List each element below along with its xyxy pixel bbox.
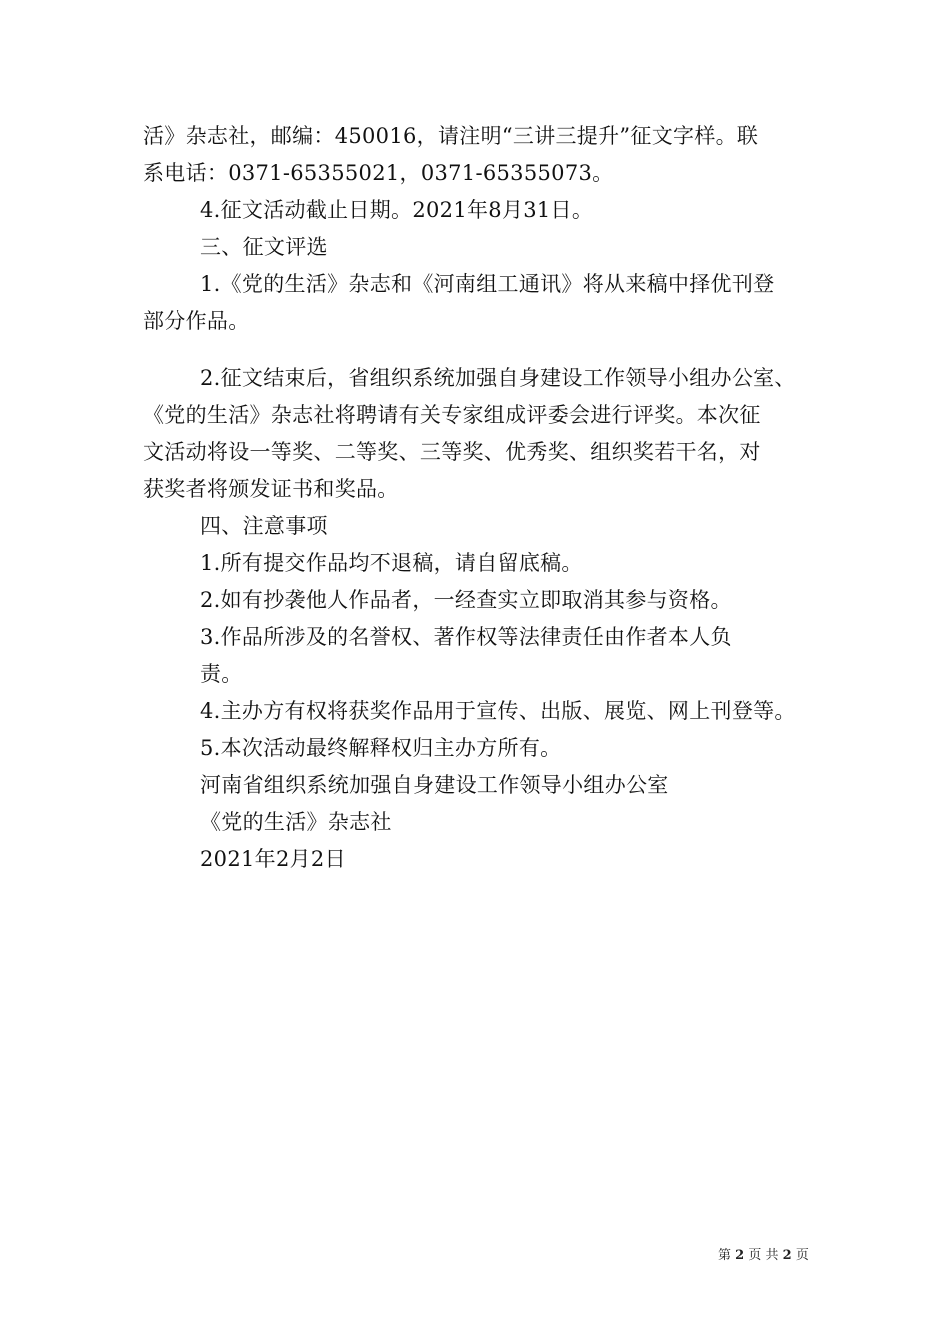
footer-middle: 页 共 bbox=[748, 1248, 779, 1263]
text-line: 1.所有提交作品均不退稿，请自留底稿。 bbox=[200, 551, 583, 575]
footer-suffix: 页 bbox=[795, 1248, 809, 1263]
text-line: 2.如有抄袭他人作品者，一经查实立即取消其参与资格。 bbox=[200, 588, 732, 612]
text-line: 活》杂志社，邮编：450016，请注明“三讲三提升”征文字样。联 bbox=[143, 124, 759, 148]
text-line: 4.主办方有权将获奖作品用于宣传、出版、展览、网上刊登等。 bbox=[200, 699, 796, 723]
text-line: 1.《党的生活》杂志和《河南组工通讯》将从来稿中择优刊登 bbox=[200, 272, 775, 296]
text-line: 责。 bbox=[200, 662, 243, 686]
page-number-footer bbox=[718, 1248, 809, 1264]
signature-publisher: 《党的生活》杂志社 bbox=[200, 810, 392, 834]
text-line: 获奖者将颁发证书和奖品。 bbox=[143, 477, 399, 501]
text-line: 3.作品所涉及的名誉权、著作权等法律责任由作者本人负 bbox=[200, 625, 732, 649]
text-line: 部分作品。 bbox=[143, 309, 250, 333]
current-page-number: 2 bbox=[735, 1248, 745, 1263]
signature-date: 2021年2月2日 bbox=[200, 847, 346, 871]
footer-prefix: 第 bbox=[718, 1248, 732, 1263]
section-heading: 三、征文评选 bbox=[200, 235, 328, 259]
document-body bbox=[0, 118, 950, 878]
text-line: 5.本次活动最终解释权归主办方所有。 bbox=[200, 736, 562, 760]
text-line: 2.征文结束后，省组织系统加强自身建设工作领导小组办公室、 bbox=[200, 366, 796, 390]
paragraph-gap bbox=[0, 340, 950, 360]
section-heading: 四、注意事项 bbox=[200, 514, 328, 538]
text-line: 《党的生活》杂志社将聘请有关专家组成评委会进行评奖。本次征 bbox=[143, 403, 761, 427]
text-line: 文活动将设一等奖、二等奖、三等奖、优秀奖、组织奖若干名，对 bbox=[143, 440, 761, 464]
total-page-count: 2 bbox=[782, 1248, 792, 1263]
signature-organization: 河南省组织系统加强自身建设工作领导小组办公室 bbox=[200, 773, 669, 797]
text-line: 4.征文活动截止日期。2021年8月31日。 bbox=[200, 198, 594, 222]
text-line: 系电话：0371-65355021，0371-65355073。 bbox=[143, 161, 614, 185]
